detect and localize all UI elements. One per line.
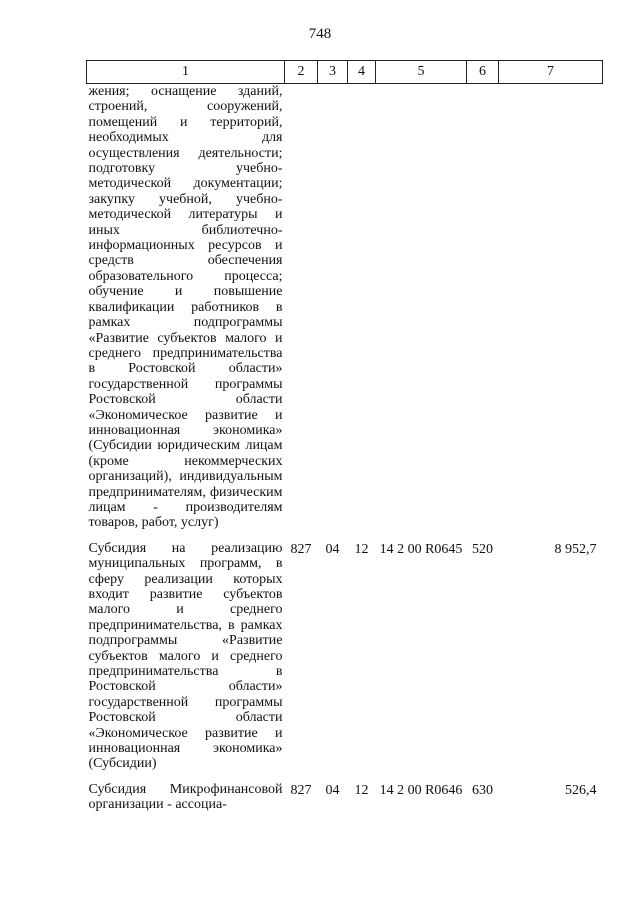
- row-admin-code: [285, 84, 318, 531]
- row-expense-type: 520: [472, 541, 493, 557]
- budget-table-container: [86, 60, 602, 813]
- row-target-article: [376, 84, 467, 531]
- header-col-5: 5: [376, 61, 467, 84]
- row-section: 04: [325, 541, 340, 557]
- header-col-7: 7: [499, 61, 603, 84]
- row-subsection: 12: [354, 541, 369, 557]
- row-amount: 526,4: [565, 782, 597, 798]
- row-admin-code: 827: [290, 541, 312, 557]
- budget-table: [86, 60, 603, 813]
- row-amount: 8 952,7: [554, 541, 597, 557]
- table-row: [87, 531, 603, 772]
- row-description: Субсидия на реализацию муниципальных программ, в сферу реализации которых входит развитие субъектов малого и среднего предпринимательства, в рамках подпрограммы «Развитие субъектов малого и среднего предпринимательства в Ростовской области» государственной программы Ростовской области «Экономическое развитие и инновационная экономика» (Субсидии): [88, 540, 283, 772]
- row-target-article: 14 2 00 R0645: [379, 541, 463, 557]
- table-row: [87, 772, 603, 813]
- row-section: [318, 84, 348, 531]
- header-row: [87, 61, 603, 84]
- row-subsection: [348, 84, 376, 531]
- row-admin-code: 827: [290, 782, 312, 798]
- header-col-3: 3: [318, 61, 348, 84]
- table-header: [87, 61, 603, 84]
- row-description: жения; оснащение зданий, строений, сооружений, помещений и территорий, необходимых для осуществления деятельности; подготовку учебно-методической документации; закупку учебной, учебно-методической литературы и иных библиотечно-информационных ресурсов и средств обеспечения образовательного процесса; обучение и повышение квалификации работников в рамках подпрограммы «Развитие субъектов малого и среднего предпринимательства в Ростовской области» государственной программы Ростовской области «Экономическое развитие и инновационная экономика» (Субсидии юридическим лицам (кроме некоммерческих организаций), индивидуальным предпринимателям, физическим лицам - производителям товаров, работ, услуг): [88, 84, 283, 531]
- row-expense-type: 630: [472, 782, 493, 798]
- row-expense-type: [467, 84, 499, 531]
- row-subsection: 12: [354, 782, 369, 798]
- page-number: 748: [308, 26, 332, 42]
- table-body: [87, 84, 603, 813]
- row-section: 04: [325, 782, 340, 798]
- header-col-2: 2: [285, 61, 318, 84]
- header-col-4: 4: [348, 61, 376, 84]
- row-amount: [499, 84, 603, 531]
- header-col-6: 6: [467, 61, 499, 84]
- header-col-1: 1: [87, 61, 285, 84]
- row-target-article: 14 2 00 R0646: [379, 782, 463, 798]
- row-description: Субсидия Микрофинансовой организации - ассоциа-: [88, 781, 283, 813]
- table-row: [87, 84, 603, 531]
